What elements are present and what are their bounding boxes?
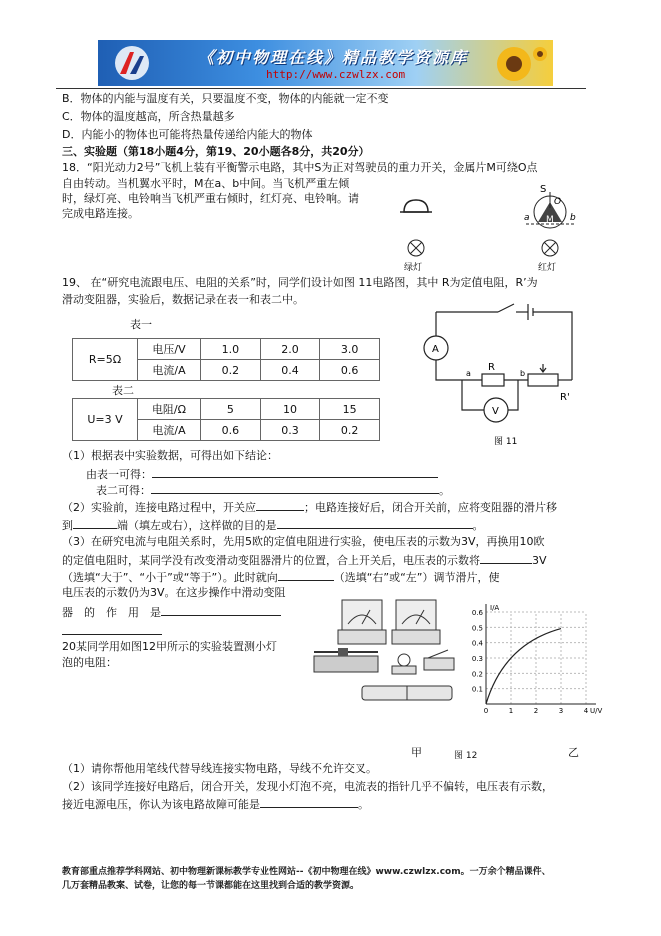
figure-12-caption: 图 12 [454, 751, 478, 761]
q19-p1a-row [86, 466, 626, 482]
x-tick-label: 1 [508, 707, 514, 715]
node-label-b: b [520, 369, 526, 378]
q18-line3: 时，绿灯亮、电铃响当飞机严重右倾时，红灯亮、电铃响。请 [62, 192, 359, 205]
q19-p2d: 端（填左或右），这样做的目的是 [117, 519, 277, 532]
green-lamp-icon [408, 240, 424, 256]
banner-title: 《初中物理在线》精品教学资源库 [198, 48, 469, 67]
table-row [73, 339, 380, 360]
q20-line1: 20某同学用如图12甲所示的实验装置测小灯 [62, 640, 277, 653]
table2-condition: U=3 V [73, 399, 138, 441]
table-cell: 电流/A [138, 420, 201, 441]
rheostat-icon [314, 648, 378, 672]
q19-p3d: （选填“大于”、“小于”或“等于”）。此时就向 [62, 571, 278, 584]
q19-p1a-label: 由表一可得： [86, 468, 152, 481]
y-tick-label: 0.4 [471, 639, 483, 648]
answer-blank[interactable] [73, 517, 117, 529]
answer-blank[interactable] [278, 569, 334, 581]
label-yi: 乙 [568, 746, 579, 759]
switch-label-s: S [540, 184, 547, 195]
answer-blank[interactable] [151, 482, 439, 494]
q19-p3f: 电压表的示数仍为3V。在这步操作中滑动变阻 [62, 586, 286, 599]
figure-caption: 图 11 [494, 437, 518, 447]
q19-p2a: （2）实验前，连接电路过程中，开关应 [62, 501, 256, 514]
q18-line4: 完成电路连接。 [62, 207, 139, 220]
answer-blank[interactable] [480, 552, 532, 564]
table-row [73, 399, 380, 420]
q19-line2: 滑动变阻器，实验后，数据记录在表一和表二中。 [62, 293, 304, 306]
rheostat-label: R' [560, 392, 570, 403]
x-tick-label: 3 [558, 707, 564, 715]
contact-label-b: b [570, 213, 576, 223]
footer-line1: 教育部重点推荐学科网站、初中物理新课标教学专业性网站--《初中物理在线》www.czwlzx.com。一万余个精品课件、 [62, 867, 551, 877]
q19-p3b: 的定值电阻时，某同学没有改变滑动变阻器滑片的位置，合上开关后，电压表的示数将 [62, 554, 480, 567]
q18-figure [398, 182, 588, 274]
plate-label-m: M [546, 215, 554, 225]
y-axis-label: I/A [490, 604, 500, 612]
iu-graph [464, 600, 604, 716]
table-cell: 电压/V [138, 339, 201, 360]
bulb-icon [392, 654, 416, 674]
table-cell: 5 [201, 399, 261, 420]
node-label-a: a [466, 369, 471, 378]
label-jia: 甲 [411, 746, 422, 759]
table-cell: 2.0 [260, 339, 320, 360]
q19-p3g: 器 的 作 用 是 [62, 606, 161, 619]
iu-curve [486, 629, 561, 704]
header-banner [98, 40, 553, 86]
voltmeter-label: V [492, 406, 499, 417]
y-tick-label: 0.1 [471, 685, 483, 694]
table-cell: 0.6 [320, 360, 380, 381]
voltmeter-meter-icon [338, 600, 386, 644]
red-lamp-icon [542, 240, 558, 256]
answer-blank[interactable] [161, 604, 281, 616]
q20-line2: 泡的电阻： [62, 656, 117, 669]
table-cell: 0.4 [260, 360, 320, 381]
circuit-diagram [410, 300, 590, 450]
answer-blank[interactable] [152, 466, 438, 478]
section-title: 三、实验题（第18小题4分，第19、20小题各8分，共20分） [62, 145, 370, 158]
y-tick-label: 0.3 [471, 655, 483, 663]
apparatus-figure [312, 596, 460, 716]
q19-p3e: （选填“右”或“左”）调节滑片，使 [333, 571, 500, 584]
y-tick-label: 0.2 [471, 670, 483, 679]
switch-icon [424, 650, 454, 670]
q19-p2b: ；电路连接好后，闭合开关前，应将变阻器的滑片移 [304, 501, 557, 514]
x-tick-label: 4 [583, 707, 589, 715]
table1-condition: R=5Ω [73, 339, 138, 381]
q19-p1b-label: 表二可得： [96, 484, 151, 497]
q19-p1b-row: 表二可得： 。 [96, 484, 450, 497]
table2 [72, 398, 380, 441]
ammeter-meter-icon [392, 600, 440, 644]
q17-option-c: C．物体的温度越高，所含热量越多 [62, 110, 235, 123]
q19-p3-row2 [62, 552, 602, 568]
q18-line2: 自由转动。当机翼水平时，M在a、b中间。当飞机严重左倾 [62, 177, 350, 190]
y-tick-label: 0.6 [471, 609, 483, 617]
q20-p2b: 接近电源电压，你认为该电路故障可能是 [62, 798, 260, 811]
q19-p3-row3 [62, 569, 602, 585]
logo-icon [112, 44, 152, 82]
footer-line2: 几万套精品教案、试卷，让您的每一节课都能在这里找到合适的教学资源。 [62, 881, 360, 891]
ammeter-label: A [432, 344, 439, 355]
q18-line1: 18．“阳光动力2号”飞机上装有平衡警示电路，其中S为正对驾驶员的重力开关，金属片M可绕O点 [62, 161, 538, 174]
table2-title: 表二 [112, 384, 134, 397]
q19-p2-row2: 到 端（填左或右），这样做的目的是 。 [62, 519, 484, 532]
q19-p2c: 到 [62, 519, 73, 532]
x-tick-label: 0 [483, 707, 489, 715]
answer-blank[interactable] [260, 796, 358, 808]
table-cell: 3.0 [320, 339, 380, 360]
table-cell: 1.0 [201, 339, 261, 360]
table-cell: 15 [320, 399, 380, 420]
banner-url[interactable]: http://www.czwlzx.com [266, 68, 406, 81]
answer-blank[interactable] [256, 499, 304, 511]
q17-option-b: B．物体的内能与温度有关，只要温度不变，物体的内能就一定不变 [62, 92, 389, 105]
contact-label-a: a [524, 213, 530, 223]
q20-p2a: （2）该同学连接好电路后，闭合开关，发现小灯泡不亮，电流表的指针几乎不偏转，电压表有示数， [62, 780, 553, 793]
table1-title: 表一 [130, 318, 152, 331]
resistor-label: R [488, 362, 495, 373]
x-axis-label: U/V [590, 707, 603, 715]
q19-p3a: （3）在研究电流与电阻关系时，先用5欧的定值电阻进行实验，使电压表的示数为3V，再换用10欧 [62, 535, 545, 548]
table-cell: 电阻/Ω [138, 399, 201, 420]
table-cell: 0.3 [260, 420, 320, 441]
table-cell: 0.2 [201, 360, 261, 381]
q19-line1: 19、 在“研究电流跟电压、电阻的关系”时，同学们设计如图 11电路图，其中 R为定值电阻，R’为 [62, 276, 538, 289]
q20-p2-row2: 接近电源电压，你认为该电路故障可能是 。 [62, 798, 369, 811]
y-tick-label: 0.5 [471, 624, 483, 633]
q19-p1: （1）根据表中实验数据，可得出如下结论： [62, 449, 278, 462]
pivot-label-o: O [554, 197, 562, 207]
bell-icon [400, 200, 432, 212]
header-rule [56, 88, 586, 89]
red-lamp-label: 红灯 [538, 263, 557, 273]
q17-option-d: D．内能小的物体也可能将热量传递给内能大的物体 [62, 128, 313, 141]
q19-p2-row1 [62, 499, 602, 515]
x-tick-label: 2 [533, 707, 539, 715]
table-cell: 10 [260, 399, 320, 420]
sunflower-icon [478, 42, 550, 86]
battery-icon [362, 686, 452, 700]
q19-p3c: 3V [532, 554, 547, 567]
table-cell: 0.2 [320, 420, 380, 441]
answer-blank[interactable] [62, 622, 162, 635]
table-cell: 0.6 [201, 420, 261, 441]
table1 [72, 338, 380, 381]
table-cell: 电流/A [138, 360, 201, 381]
green-lamp-label: 绿灯 [404, 263, 423, 273]
q20-p1: （1）请你帮他用笔线代替导线连接实物电路，导线不允许交叉。 [62, 762, 377, 775]
answer-blank[interactable] [277, 517, 473, 529]
